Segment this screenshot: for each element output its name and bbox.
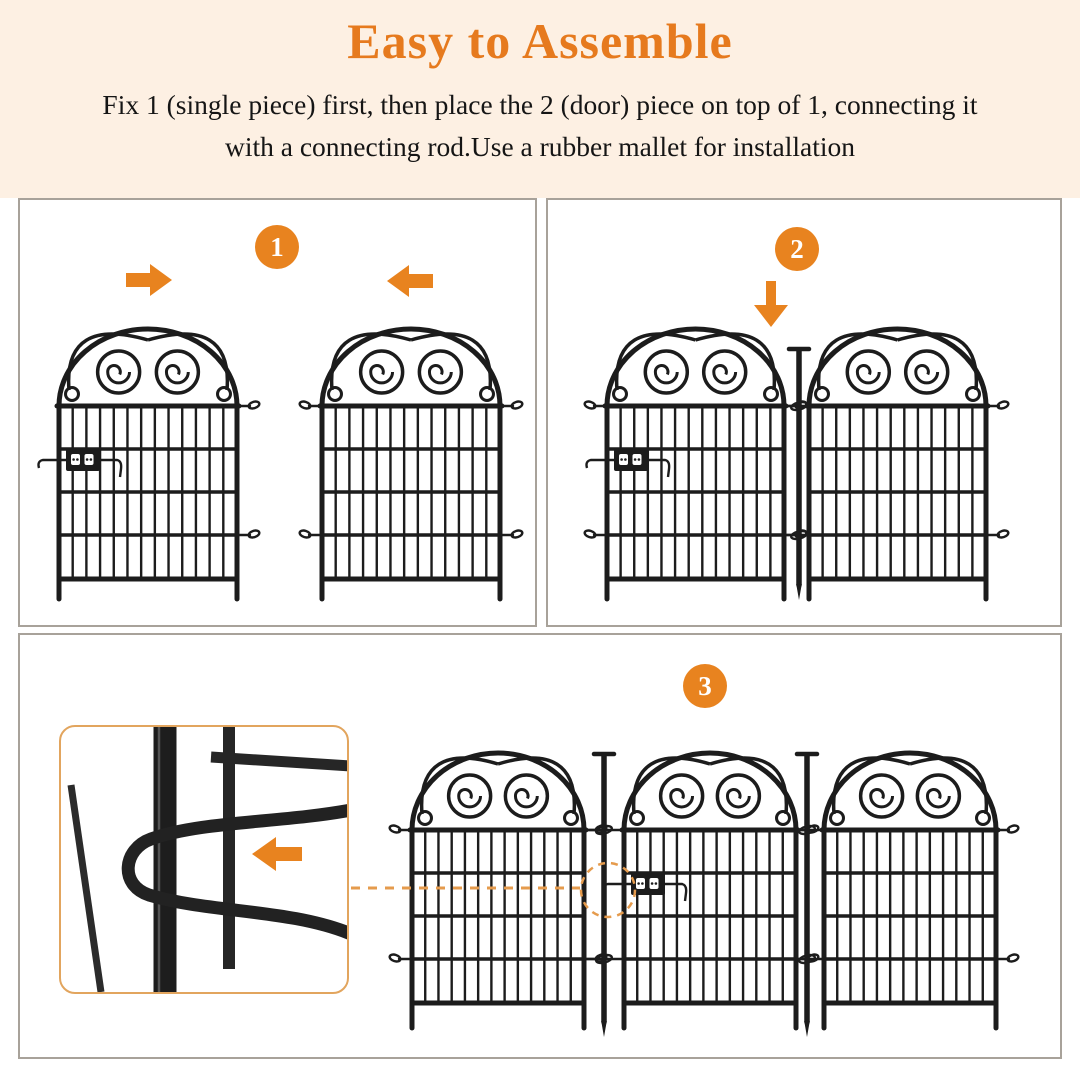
arrow-left-icon [252,837,302,871]
fence-panel-graphic [584,329,807,599]
connection-closeup-photo [59,725,349,994]
step-1-number: 1 [270,231,284,262]
step-1-badge [255,225,299,269]
fence-panel-graphic [39,329,261,599]
closeup-diagonal-bar [71,785,101,992]
connecting-rod-graphic [789,349,809,600]
step-3-number: 3 [698,670,712,701]
arrow-right-icon [126,264,172,296]
connecting-rod-graphic [797,754,817,1037]
fence-panel-graphic [822,753,1019,1028]
connection-highlight-circle [581,863,635,917]
step-3-panel [18,633,1062,1059]
fence-panel-graphic [807,329,1009,599]
subtitle-line-2: with a connecting rod.Use a rubber mallet for installation [224,131,856,162]
fence-panel-graphic [299,329,523,599]
step-2-panel [546,198,1062,627]
step-2-number: 2 [790,233,804,264]
step-2-badge [775,227,819,271]
page-title: Easy to Assemble [347,13,733,69]
subtitle-line-1: Fix 1 (single piece) first, then place the 2 (door) piece on top of 1, connecting it [102,89,978,120]
connecting-rod-graphic [594,754,614,1037]
step-3-badge [683,664,727,708]
arrow-left-icon [387,265,433,297]
fence-panel-graphic [389,753,607,1028]
arrow-down-icon [754,281,788,327]
step-1-panel [18,198,537,627]
closeup-photo-graphic [61,727,347,992]
